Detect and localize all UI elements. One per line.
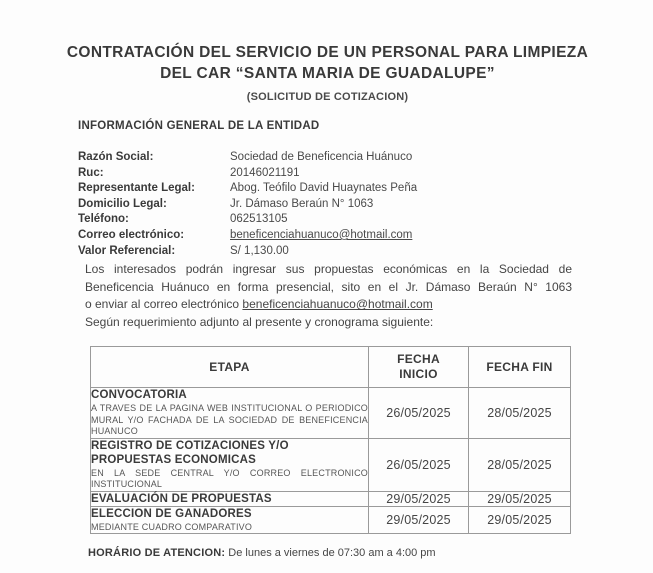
stage-cell (91, 506, 369, 534)
table-row (91, 388, 571, 439)
info-label: Correo electrónico: (78, 228, 185, 241)
stage-cell (91, 388, 369, 439)
end-date-cell: 29/05/2025 (469, 506, 571, 534)
attention-hours-value: De lunes a viernes de 07:30 am a 4:00 pm (225, 547, 436, 559)
stage-cell (91, 491, 369, 506)
table-header-row (91, 347, 571, 388)
info-value: 20146021191 (230, 166, 300, 179)
info-row-correo-electronico (78, 228, 558, 244)
info-label: Ruc: (78, 166, 104, 179)
column-header-fecha-inicio-line1: FECHA (397, 352, 440, 366)
info-value: S/ 1,130.00 (230, 244, 289, 257)
start-date-cell: 26/05/2025 (369, 388, 469, 439)
info-value: 062513105 (230, 213, 288, 226)
end-date-cell: 28/05/2025 (469, 438, 571, 491)
email-link[interactable]: beneficenciahuanuco@hotmail.com (230, 228, 413, 241)
info-label: Domicilio Legal: (78, 197, 167, 210)
paragraph-line-1: Los interesados podrán ingresar sus propuestas económicas en la Sociedad de (85, 262, 572, 276)
paragraph-line-2: Beneficencia Huánuco en forma presencial, sito en el Jr. Dámaso Beraún N° 1063 (85, 279, 572, 294)
table-row (91, 506, 571, 534)
column-header-fecha-inicio (369, 347, 469, 388)
stage-detail: A TRAVES DE LA PAGINA WEB INSTITUCIONAL O PERIODICO MURAL Y/O FACHADA DE LA SOCIEDAD DE BENEFICENCIA HUANUCO (91, 403, 368, 436)
end-date-cell: 28/05/2025 (469, 388, 571, 439)
paragraph-email-link[interactable]: beneficenciahuanuco@hotmail.com (242, 297, 433, 312)
attention-hours (88, 547, 436, 559)
stage-detail: MEDIANTE CUADRO COMPARATIVO (91, 521, 253, 532)
start-date-cell: 29/05/2025 (369, 506, 469, 534)
start-date-cell: 29/05/2025 (369, 491, 469, 506)
stage-title: ELECCION DE GANADORES (91, 507, 252, 520)
info-label: Valor Referencial: (78, 244, 176, 257)
info-row-domicilio-legal (78, 197, 558, 213)
paragraph-line-4: Según requerimiento adjunto al presente y cronograma siguiente: (85, 314, 434, 329)
info-label: Teléfono: (78, 213, 129, 226)
info-value: Abog. Teófilo David Huaynates Peña (230, 182, 418, 195)
info-row-ruc (78, 166, 558, 182)
stage-title: REGISTRO DE COTIZACIONES Y/O PROPUESTAS ECONOMICAS (91, 439, 289, 466)
info-value: Sociedad de Beneficencia Huánuco (230, 151, 413, 163)
clipped-bottom-text (300, 567, 620, 573)
entity-info-block (78, 150, 558, 259)
attention-hours-label: HORÁRIO DE ATENCION: (88, 547, 226, 559)
stage-title: CONVOCATORIA (91, 389, 187, 401)
title-line-2: DEL CAR “SANTA MARIA DE GUADALUPE” (160, 65, 495, 82)
document-subtitle: (SOLICITUD DE COTIZACION) (246, 91, 409, 103)
instructions-paragraph (85, 261, 572, 331)
column-header-fecha-fin: FECHA FIN (469, 347, 571, 388)
info-row-razon-social (78, 150, 558, 166)
info-label: Representante Legal: (78, 182, 195, 195)
column-header-fecha-inicio-line2: INICIO (399, 367, 438, 381)
paragraph-line-3-prefix: o enviar al correo electrónico (85, 297, 243, 312)
info-row-telefono (78, 212, 558, 228)
document-title (60, 42, 595, 84)
info-label: Razón Social: (78, 151, 154, 163)
stage-cell (91, 438, 369, 491)
title-line-1: CONTRATACIÓN DEL SERVICIO DE UN PERSONAL PARA LIMPIEZA (66, 44, 589, 61)
schedule-table (90, 346, 571, 534)
stage-title: EVALUACIÓN DE PROPUESTAS (91, 492, 272, 505)
paragraph-line-3 (85, 296, 572, 314)
info-row-representante-legal (78, 181, 558, 197)
column-header-etapa: ETAPA (91, 347, 369, 388)
start-date-cell: 26/05/2025 (369, 438, 469, 491)
stage-detail: EN LA SEDE CENTRAL Y/O CORREO ELECTRONICO INSTITUCIONAL (91, 467, 368, 489)
info-value: Jr. Dámaso Beraún N° 1063 (230, 197, 374, 210)
table-row (91, 438, 571, 491)
section-heading-entity-info: INFORMACIÓN GENERAL DE LA ENTIDAD (78, 120, 320, 132)
table-row (91, 491, 571, 506)
end-date-cell: 29/05/2025 (469, 491, 571, 506)
info-row-valor-referencial (78, 244, 558, 260)
